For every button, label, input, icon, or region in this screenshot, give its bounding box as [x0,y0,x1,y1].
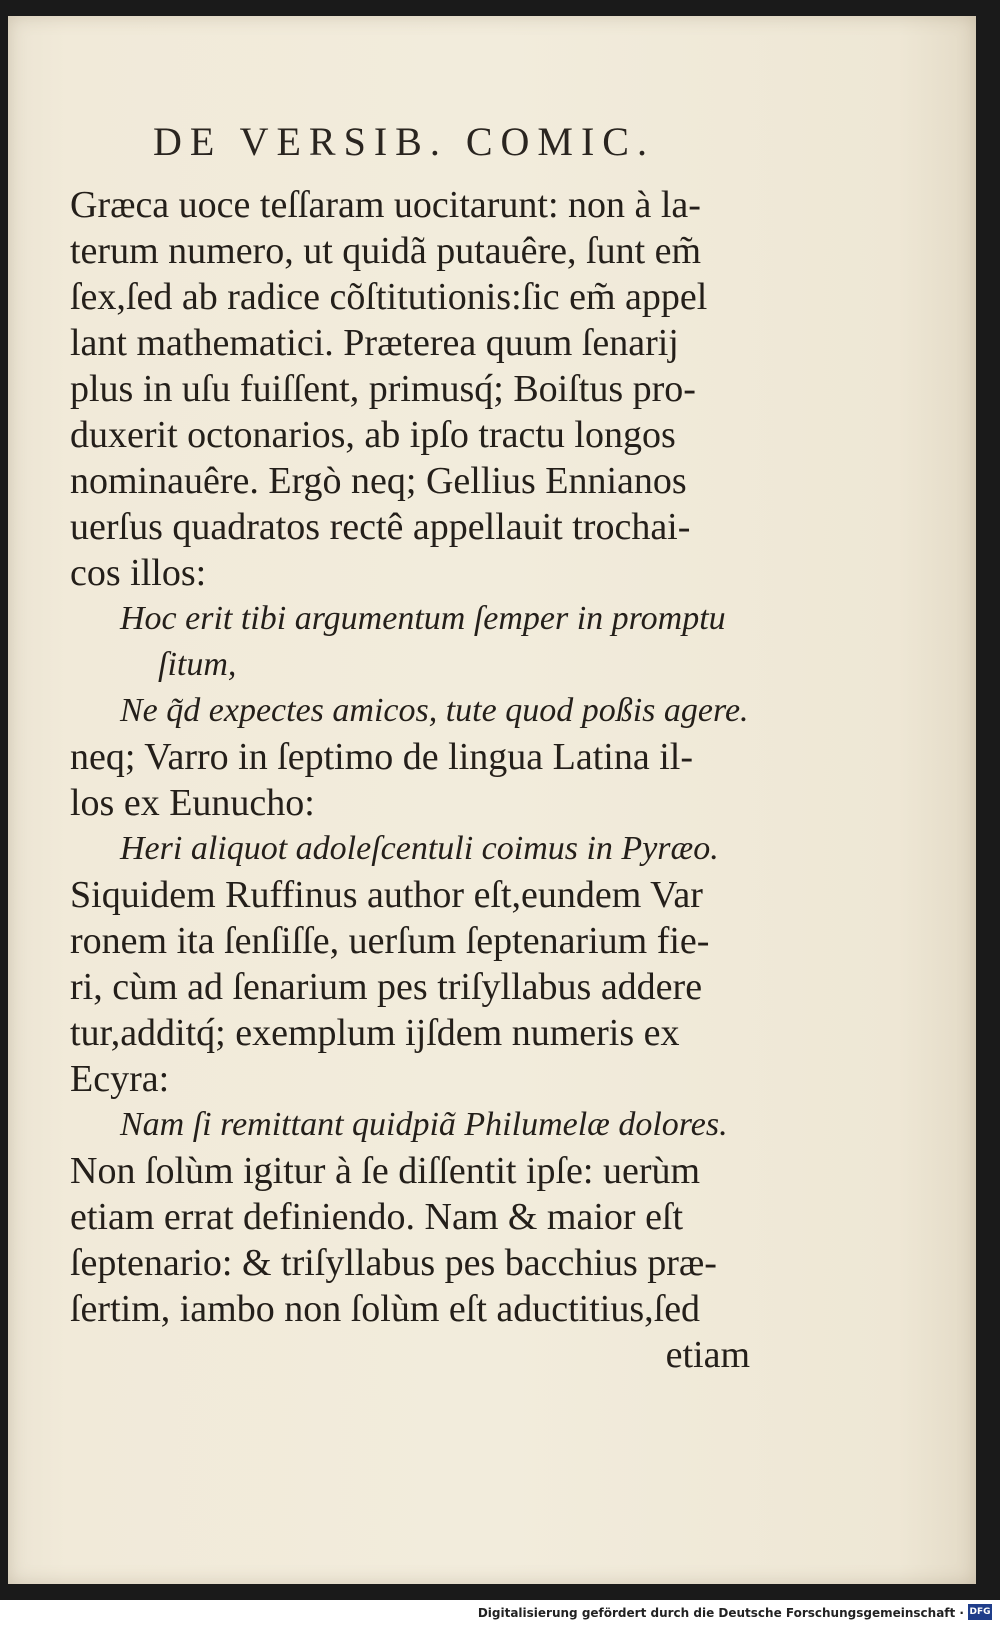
text-line: ri, cùm ad ſenarium pes triſyllabus addere [70,966,703,1008]
text-line: ſeptenario: & triſyllabus pes bacchius præ- [70,1242,717,1284]
text-line: Non ſolùm igitur à ſe diſſentit ipſe: uerùm [70,1150,701,1192]
page-text [70,182,770,1378]
text-line: uerſus quadratos rectê appellauit trochai- [70,506,691,548]
text-line: tur,additq́; exemplum ijſdem numeris ex [70,1012,680,1054]
text-line: ſex,ſed ab radice cõſtitutionis:ſic em̃ appel [70,276,708,318]
verse-line: Ne q̃d expectes amicos, tute quod poßis agere. [120,692,749,729]
text-line: cos illos: [70,552,207,594]
text-line: duxerit octonarios, ab ipſo tractu longos [70,414,676,456]
text-line: Græca uoce teſſaram uocitarunt: non à la- [70,184,701,226]
book-page [8,16,976,1584]
text-line: Ecyra: [70,1058,170,1100]
text-line: ronem ita ſenſiſſe, uerſum ſeptenarium fie- [70,920,710,962]
text-line: etiam errat definiendo. Nam & maior eſt [70,1196,684,1238]
dfg-logo: DFG [968,1604,992,1620]
text-line: terum numero, ut quidã putauêre, ſunt em̃ [70,230,702,272]
text-line: plus in uſu fuiſſent, primusq́; Boiſtus pro- [70,368,696,410]
catchword: etiam [665,1334,750,1376]
verse-line: ſitum, [158,646,237,683]
funding-credit: Digitalisierung gefördert durch die Deutsche Forschungsgemeinschaft · [477,1606,964,1620]
text-line: los ex Eunucho: [70,782,315,824]
running-header: DE VERSIB. COMIC. [153,119,655,164]
verse-line: Heri aliquot adoleſcentuli coimus in Pyræo. [120,830,719,867]
text-line: lant mathematici. Præterea quum ſenarij [70,322,679,364]
text-line: ſertim, iambo non ſolùm eſt aductitius,ſed [70,1288,701,1330]
text-line: neq; Varro in ſeptimo de lingua Latina il- [70,736,693,778]
verse-line: Hoc erit tibi argumentum ſemper in promptu [120,600,726,637]
text-line: nominauêre. Ergò neq; Gellius Ennianos [70,460,687,502]
verse-line: Nam ſi remittant quidpiã Philumelæ dolores. [120,1106,728,1143]
text-line: Siquidem Ruffinus author eſt,eundem Var [70,874,703,916]
